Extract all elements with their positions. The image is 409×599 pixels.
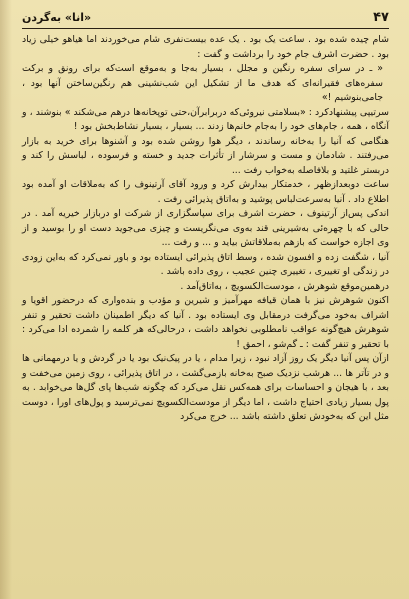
- page-number: ۴۷: [373, 10, 389, 25]
- running-title: «انا» به‌گردن: [22, 11, 92, 24]
- paragraph-4: هنگامی که آنیا را به‌خانه رساندند ، دیگر هوا روشن شده بود و آشنوها برای خرید به بازار می‌رفتند . شادمان و مست و سرشار از تأثرات جدید و خسته و فرسوده ، لباسش را کند و دربستر غلتید و بلافاصله به‌خواب رفت ...: [22, 135, 389, 176]
- paragraph-10: ازآن پس آنیا دیگر یک روز آزاد نبود ، زیرا مدام ، یا در پیک‌نیک بود یا در گردش و یا درمهمانی ها و در تآتر ها ... هرشب نزدیک صبح به‌خانه بازمی‌گشت ، در اتاق پذیرائی ، روی زمین می‌خفت و بعد ، با هیجان و احساسات برای همه‌کس نقل می‌کرد که چگونه شب‌ها پای گل‌ها می‌خوابد . به پول بسیار زیادی احتیاج داشت ، اما دیگر از مودست‌الکسویچ نمی‌ترسید و پول‌های اورا ، دوست مثل این که به‌خودش تعلق داشته باشد ... خرج می‌کرد: [22, 353, 389, 422]
- paragraph-6: اندکی پس‌از آرتینوف ، حضرت اشرف برای سپاسگزاری از شرکت او دربازار خیریه آمد . در حالی که با چهره‌ئی به‌شیرینی قند به‌وی می‌نگریست و چیزی می‌جوید دست او را بوسید و از وی اجازه خواست که بازهم به‌ملاقاتش بیاید و ... و رفت ...: [22, 208, 389, 248]
- paragraph-3: سرتیپی پیشنهادکرد : «بسلامتی نیروئی‌که دربرابرآن،حتی توپخانه‌ها درهم می‌شکند » بنوشند ، و آنگاه ، همه ، جام‌های خود را به‌جام خانم‌ها زدند ... بسیار ، بسیار نشاط‌بخش بود !: [22, 106, 389, 132]
- paragraph-8: درهمین‌موقع شوهرش ، مودست‌الکسویچ ، به‌اتاق‌آمد .: [180, 280, 389, 292]
- body-text: [22, 33, 389, 425]
- paragraph-1: شام چیده شده بود . ساعت یک بود . یک عده بیست‌نفری شام می‌خوردند اما هیاهو خیلی زیاد بود . حضرت اشرف جام خود را برداشت و گفت :: [22, 34, 389, 60]
- paragraph-2: « ـ در سرای سفره رنگین و مجلل ، بسیار به‌جا و به‌موقع است‌که برای رونق و برکت سفره‌های فقیرانه‌ای که هدف ما از تشکیل این شب‌نشینی هم رنگین‌ساختن آنها بود ، جامی‌بنوشیم !»: [22, 63, 383, 103]
- page-header: [22, 10, 389, 29]
- paragraph-9: اکنون شوهرش نیز با همان قیافه مهرآمیز و شیرین و مؤدب و بنده‌واری که درحضور اقویا و اشراف به‌خود می‌گرفت درمقابل وی ایستاده بود . آنیا که دیگر اطمینان داشت تحقیر و تنفر شوهرش هیچ‌گونه عواقب نامطلوبی نخواهد داشت ، درحالی‌که هر کلمه را شمرده ادا می‌کرد : با تحقیر و تنفر گفت : ـ گم‌شو ، احمق !: [22, 295, 389, 350]
- paragraph-7: آنیا ، شگفت زده و افسون شده ، وسط اتاق پذیرائی ایستاده بود و باور نمی‌کرد که به‌این زودی در زندگی او تغییری ، تغییری چنین عجیب ، روی داده باشد .: [22, 251, 389, 277]
- paragraph-5: ساعت دوبعدازظهر ، خدمتکار بیدارش کرد و ورود آقای آرتینوف را که به‌ملاقات او آمده بود اطلاع داد . آنیا به‌سرعت‌لباس پوشید و به‌اتاق پذیرائی رفت .: [22, 179, 389, 205]
